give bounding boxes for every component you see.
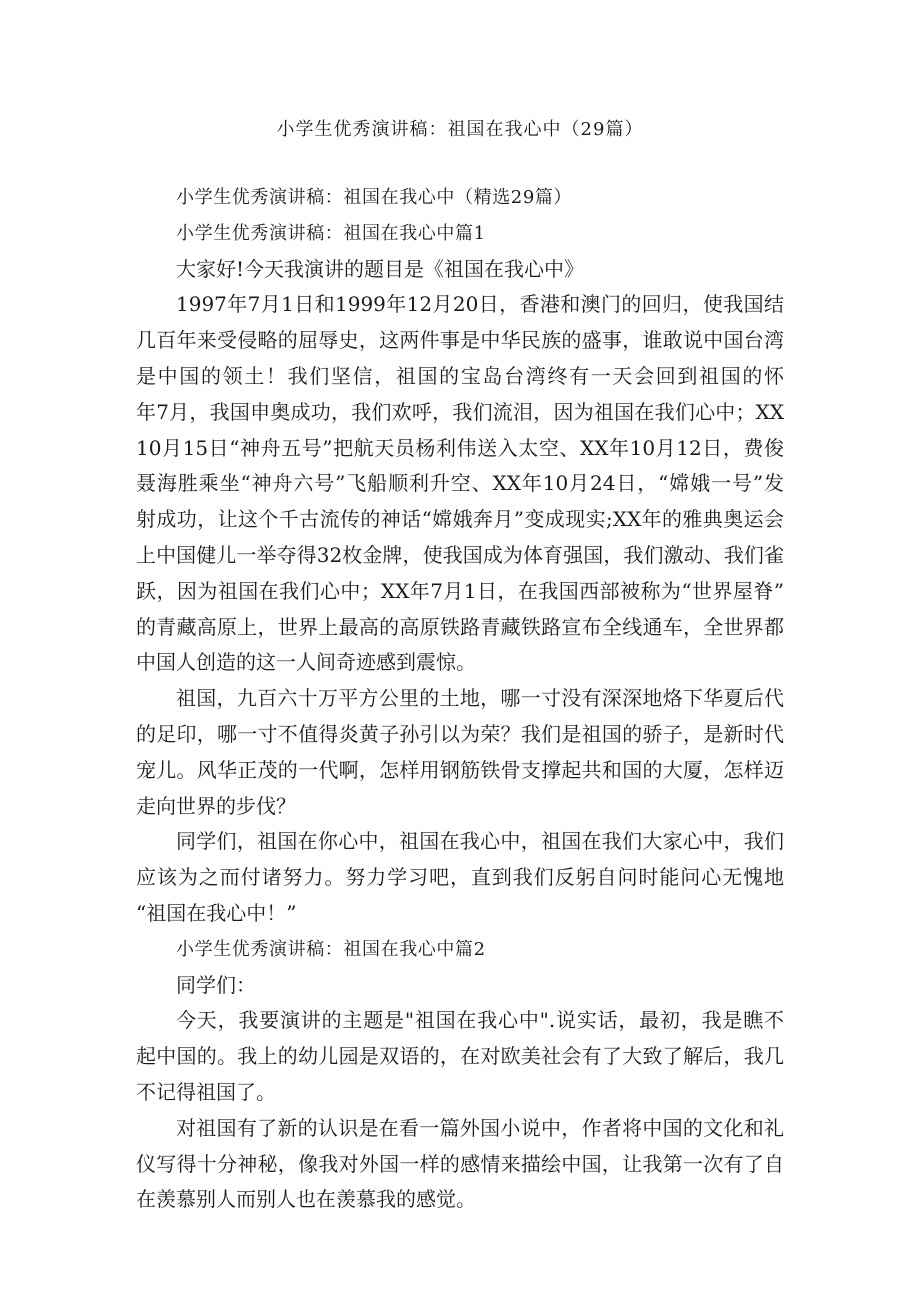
paragraph-line: 同学们，祖国在你心中，祖国在我心中，祖国在我们大家心中，我们: [176, 829, 784, 854]
paragraph-line: 今天，我要演讲的主题是"祖国在我心中".说实话，最初，我是瞧不: [176, 1008, 784, 1033]
paragraph-line: 不记得祖国了。: [136, 1079, 276, 1104]
paragraph-line: 同学们：: [176, 972, 256, 997]
paragraph-line: 对祖国有了新的认识是在看一篇外国小说中，作者将中国的文化和礼: [176, 1115, 784, 1140]
paragraph-line: 射成功，让这个千古流传的神话“嫦娥奔月”变成现实;XX年的雅典奥运会: [136, 507, 784, 532]
document-body: [136, 180, 784, 1218]
paragraph-line: 几百年来受侵略的屈辱史，这两件事是中华民族的盛事，谁敢说中国台湾: [136, 328, 784, 353]
paragraph-line: 年7月，我国申奥成功，我们欢呼，我们流泪，因为祖国在我们心中；XX: [136, 399, 784, 424]
paragraph-line: 上中国健儿一举夺得32枚金牌，使我国成为体育强国，我们激动、我们雀: [136, 542, 784, 567]
paragraph-line: 是中国的领土！我们坚信，祖国的宝岛台湾终有一天会回到祖国的怀: [136, 363, 784, 388]
paragraph-line: 仪写得十分神秘，像我对外国一样的感情来描绘中国，让我第一次有了自: [136, 1151, 784, 1176]
paragraph-line: 聂海胜乘坐“神舟六号”飞船顺利升空、XX年10月24日，“嫦娥一号”发: [136, 471, 784, 496]
paragraph-line: 1997年7月1日和1999年12月20日，香港和澳门的回归，使我国结: [176, 292, 784, 317]
paragraph-line: 的青藏高原上，世界上最高的高原铁路青藏铁路宣布全线通车，全世界都: [136, 614, 784, 639]
paragraph-line: 大家好!今天我演讲的题目是《祖国在我心中》: [176, 256, 585, 281]
paragraph-line: 在羡慕别人而别人也在羡慕我的感觉。: [136, 1187, 476, 1212]
paragraph-line: 祖国，九百六十万平方公里的土地，哪一寸没有深深地烙下华夏后代: [176, 686, 784, 711]
section-heading-line: 小学生优秀演讲稿：祖国在我心中（精选29篇）: [176, 187, 573, 208]
paragraph-line: 中国人创造的这一人间奇迹感到震惊。: [136, 650, 476, 675]
paragraph-line: 应该为之而付诸努力。努力学习吧，直到我们反躬自问时能问心无愧地: [136, 865, 784, 890]
document-title: 小学生优秀演讲稿：祖国在我心中（29篇）: [276, 119, 644, 140]
paragraph-line: 的足印，哪一寸不值得炎黄子孙引以为荣？我们是祖国的骄子，是新时代: [136, 721, 784, 746]
paragraph-line: 10月15日“神舟五号”把航天员杨利伟送入太空、XX年10月12日，费俊: [136, 435, 784, 460]
section-heading-line: 小学生优秀演讲稿：祖国在我心中篇2: [176, 938, 486, 960]
paragraph-line: 宠儿。风华正茂的一代啊，怎样用钢筋铁骨支撑起共和国的大厦，怎样迈: [136, 757, 784, 782]
paragraph-line: “祖国在我心中！”: [136, 900, 297, 925]
paragraph-line: 走向世界的步伐？: [136, 793, 296, 818]
paragraph-line: 跃，因为祖国在我们心中；XX年7月1日，在我国西部被称为“世界屋脊”: [136, 578, 784, 603]
section-heading-line: 小学生优秀演讲稿：祖国在我心中篇1: [176, 222, 486, 244]
paragraph-line: 起中国的。我上的幼儿园是双语的，在对欧美社会有了大致了解后，我几: [136, 1044, 784, 1069]
